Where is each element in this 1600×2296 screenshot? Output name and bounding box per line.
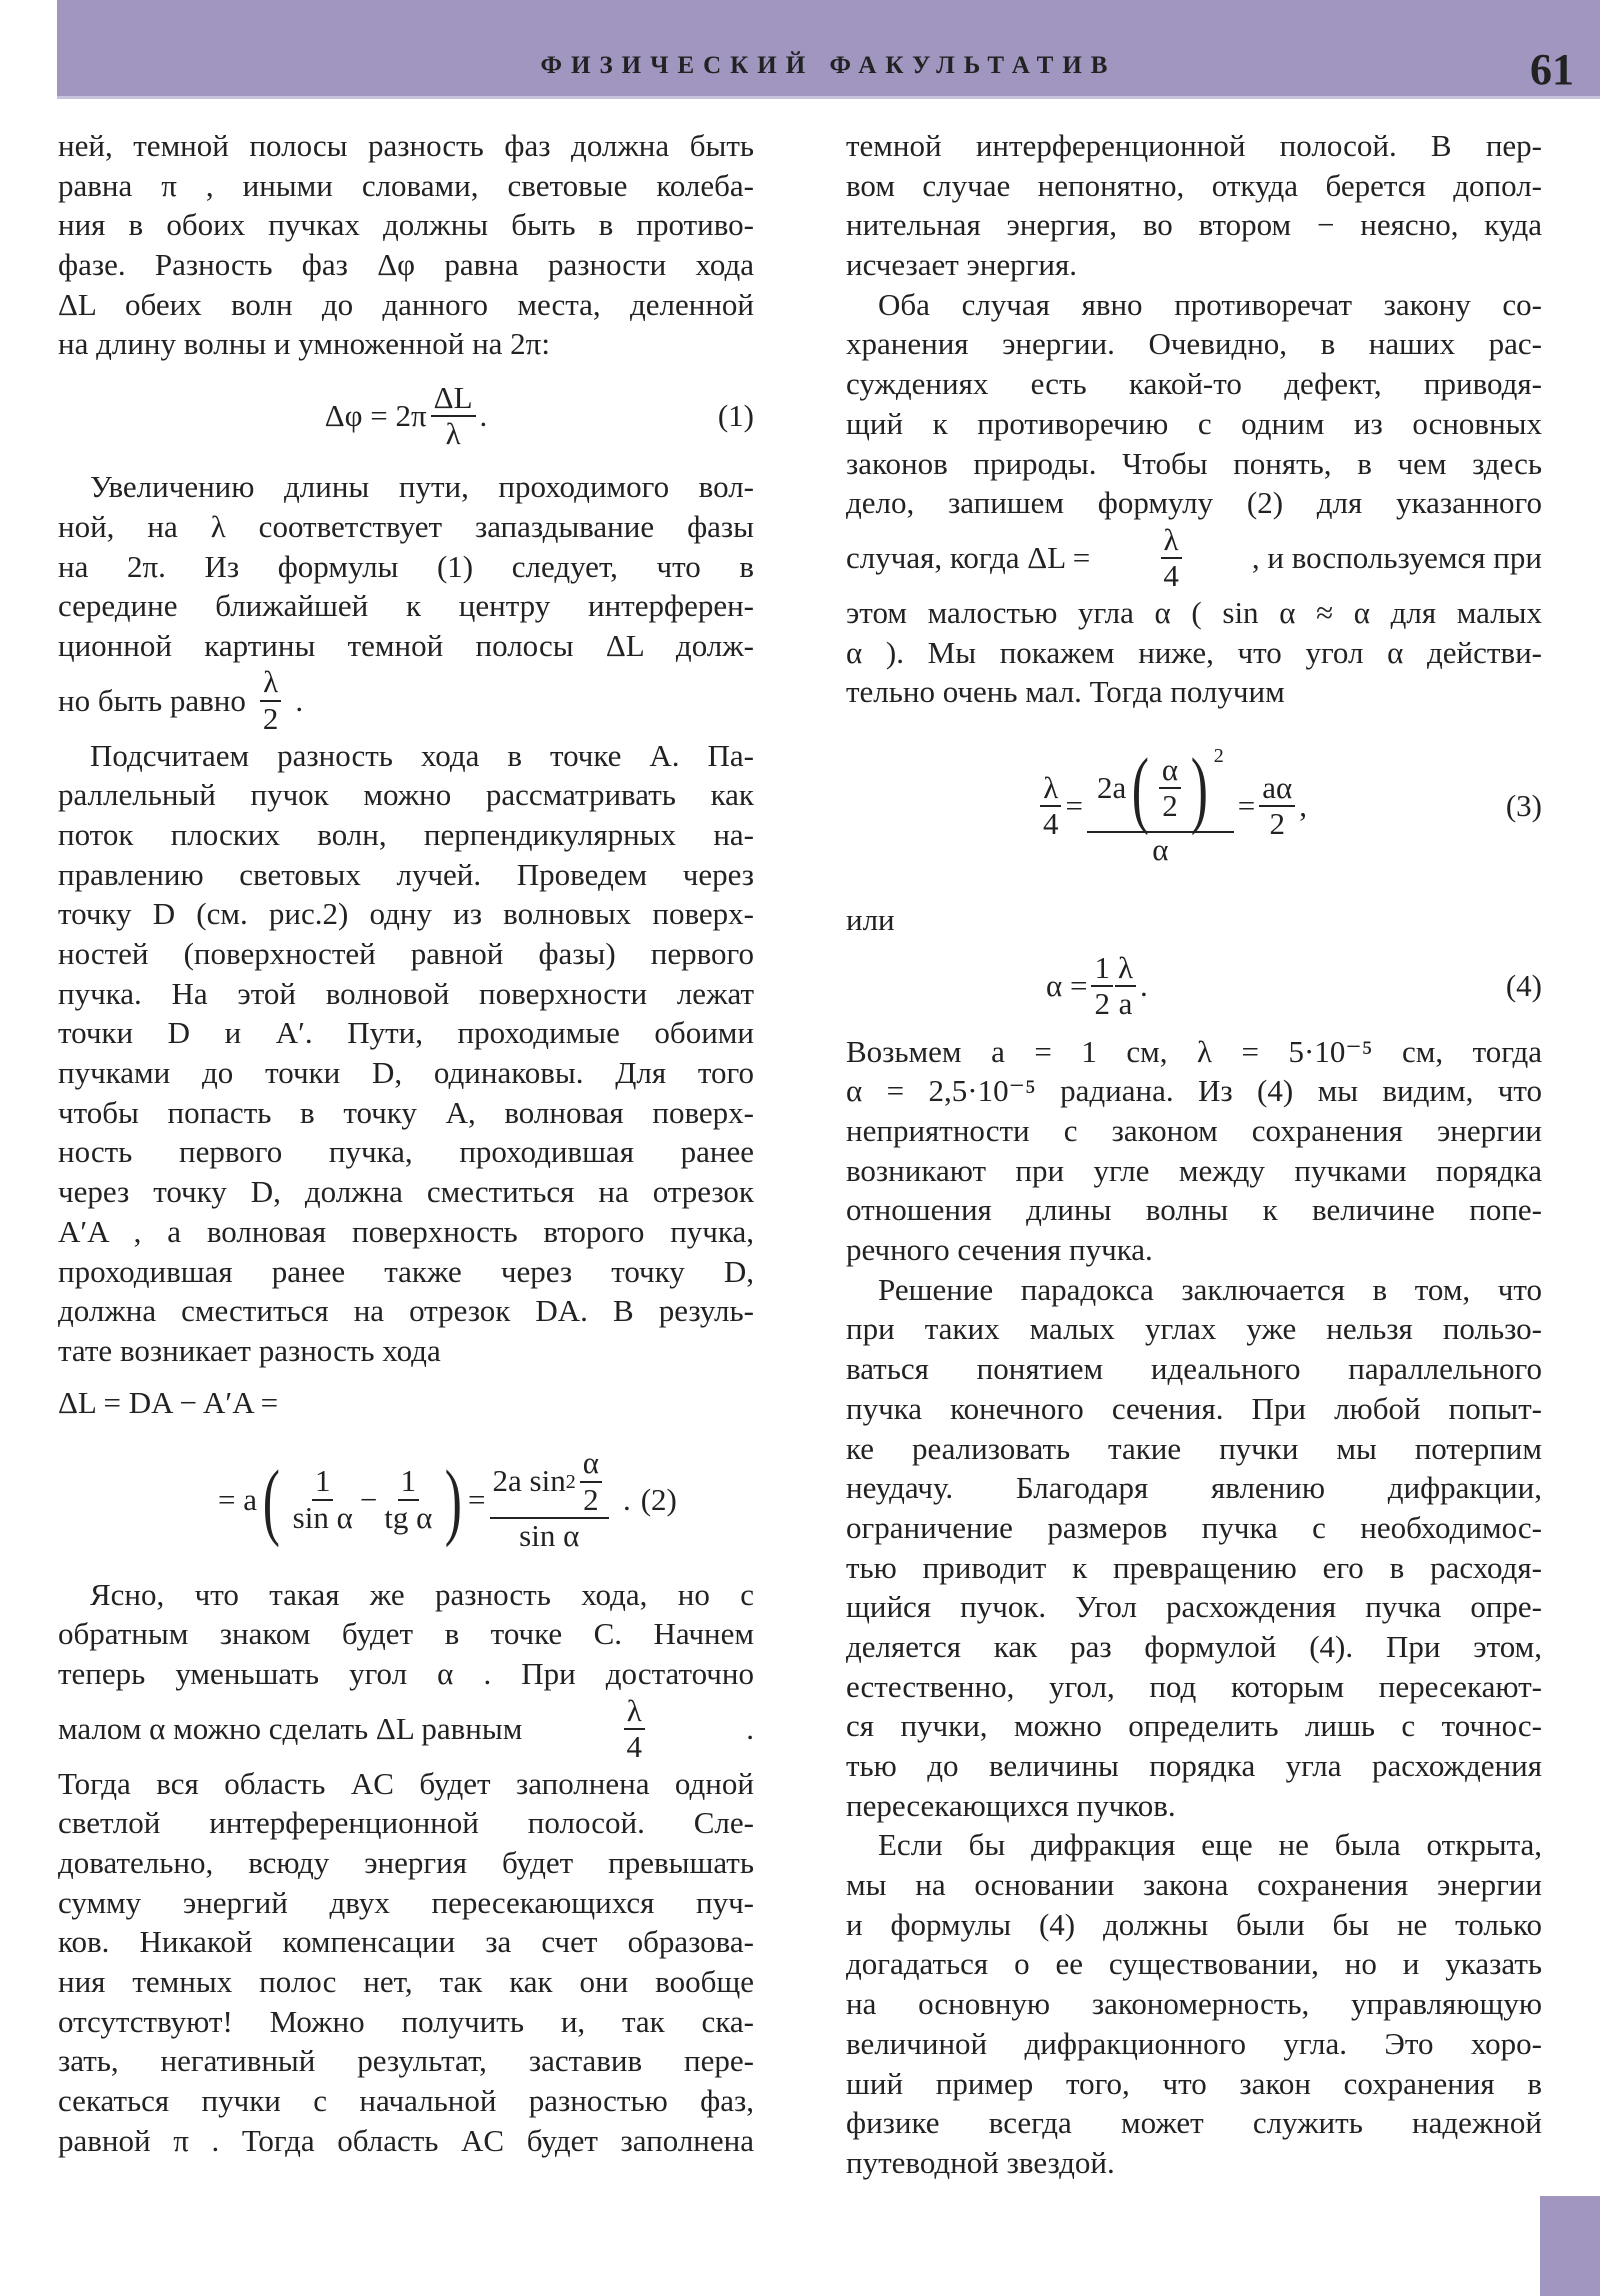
- line-text: поток плоских волн, перпендикулярных на-: [58, 816, 754, 852]
- line-text: нительная энергия, во втором − неясно, куда: [846, 207, 1542, 243]
- text-line: [58, 815, 754, 855]
- line-text: отсутствуют! Можно получить и, так ска-: [58, 2003, 754, 2039]
- line-text: ограничение размеров пучка с необходимос-: [846, 1509, 1542, 1545]
- numerator: λ: [1161, 523, 1182, 559]
- text: 2a: [1096, 769, 1127, 805]
- numerator: [490, 1446, 609, 1518]
- text-line: [846, 1190, 1542, 1230]
- line-text: Подсчитаем разность хода в точке A. Па-: [90, 737, 754, 773]
- text-line: [58, 1764, 754, 1804]
- corner-decoration: [1540, 2196, 1600, 2296]
- line-text: середине ближайшей к центру интерферен-: [58, 588, 754, 624]
- running-title: ФИЗИЧЕСКИЙ ФАКУЛЬТАТИВ: [540, 52, 1117, 79]
- line-text: пучками до точки D, одинаковы. Для того: [58, 1055, 754, 1091]
- fraction: [381, 1464, 435, 1534]
- text-line: [846, 2103, 1542, 2143]
- line-text: ностей (поверхностей равной фазы) первого: [58, 936, 754, 971]
- text-line: [846, 1746, 1542, 1786]
- text-line: [58, 1575, 754, 1615]
- fraction: [1087, 739, 1234, 867]
- fraction: [490, 1446, 609, 1552]
- text-line: [58, 245, 754, 285]
- text-line: [58, 1291, 754, 1331]
- text-line: [846, 1389, 1542, 1429]
- line-text: ков. Никакой компенсации за счет образова-: [58, 1924, 754, 1960]
- text-line: [846, 2024, 1542, 2064]
- text-line: [846, 633, 1542, 673]
- denominator: 2: [1269, 805, 1286, 841]
- running-header: [57, 0, 1600, 99]
- line-text: исчезает энергия.: [846, 247, 1077, 283]
- line-text: суждениях есть какой-то дефект, приводя-: [846, 366, 1542, 402]
- formula-3: [846, 712, 1542, 900]
- denominator: 4: [626, 1728, 643, 1764]
- formula-lhs: Δφ = 2π: [324, 397, 427, 433]
- line-text: ность первого пучка, проходившая ранее: [58, 1134, 754, 1170]
- line-text: или: [846, 901, 895, 937]
- fraction: [1160, 523, 1182, 593]
- exponent: 2: [1213, 744, 1224, 767]
- line-text: и формулы (4) должны были бы не только: [846, 1906, 1542, 1942]
- line-text: догадаться о ее существовании, но и указать: [846, 1946, 1542, 1982]
- text-line: [58, 126, 754, 166]
- line-text: щийся пучок. Угол расхождения пучка опре-: [846, 1589, 1542, 1625]
- text-line: [58, 1252, 754, 1292]
- line-text: ке реализовать такие пучки мы потерпим: [846, 1430, 1542, 1466]
- text-line: [846, 1230, 1542, 1270]
- line-text: проходившая ранее также через точку D,: [58, 1253, 754, 1289]
- line-text: ваться понятием идеального параллельного: [846, 1351, 1542, 1387]
- line-text: вом случае непонятно, откуда берется допол-: [846, 167, 1542, 203]
- line-text: хранения энергии. Очевидно, в наших рас-: [846, 326, 1542, 362]
- text-line: [846, 1587, 1542, 1627]
- text-line: [58, 467, 754, 507]
- fraction: [1159, 753, 1181, 823]
- fraction: [624, 1694, 646, 1764]
- text-line: [846, 900, 1542, 940]
- formula-lhs: α =: [1046, 967, 1088, 1003]
- text-line: [846, 2064, 1542, 2104]
- text-line: [58, 1212, 754, 1252]
- line-text: темной интерференционной полосой. В пер-: [846, 128, 1542, 163]
- text-line: [58, 1331, 754, 1371]
- text-line: [846, 523, 1542, 593]
- text-line: [846, 593, 1542, 633]
- text-line: [846, 126, 1542, 166]
- line-text: фазе. Разность фаз Δφ равна разности хода: [58, 247, 754, 283]
- minus: −: [359, 1481, 378, 1517]
- text-line: [58, 1053, 754, 1093]
- denominator: 4: [1163, 557, 1179, 593]
- line-text: равной π . Тогда область AC будет заполнена: [58, 2122, 754, 2158]
- line-text: α = 2,5·10⁻⁵ радиана. Из (4) мы видим, что: [846, 1073, 1542, 1109]
- line-text: тате возникает разность хода: [58, 1332, 441, 1368]
- equation-number: (2): [640, 1481, 677, 1517]
- line-text: возникают при угле между пучками порядка: [846, 1152, 1542, 1188]
- text-line: [58, 2121, 754, 2161]
- line-text: речного сечения пучка.: [846, 1232, 1153, 1268]
- text-line: [846, 1667, 1542, 1707]
- numerator: aα: [1259, 771, 1295, 807]
- line-text: Увеличению длины пути, проходимого вол-: [90, 469, 754, 505]
- text: 2a sin: [492, 1463, 566, 1499]
- text-line: [846, 444, 1542, 484]
- text-line: [58, 736, 754, 776]
- fraction: [1115, 951, 1136, 1021]
- text-line: [58, 1843, 754, 1883]
- text-line: [846, 1865, 1542, 1905]
- line-text: α ). Мы покажем ниже, что угол α действи-: [846, 634, 1542, 670]
- text-line: [58, 285, 754, 325]
- formula-text: = a: [218, 1481, 257, 1517]
- fraction: [1040, 771, 1062, 841]
- text-line: [846, 1032, 1542, 1072]
- punct: .: [622, 1481, 631, 1517]
- line-text: Если бы дифракция еще не была открыта,: [878, 1827, 1542, 1863]
- denominator: 2: [262, 700, 279, 736]
- numerator: [1087, 739, 1234, 836]
- text-line: [58, 894, 754, 934]
- line-text-after: .: [295, 682, 304, 718]
- line-text: A′A , а волновая поверхность второго пучка,: [58, 1213, 754, 1249]
- line-text: дело, запишем формулу (2) для указанного: [846, 485, 1542, 521]
- text-line: [58, 1614, 754, 1654]
- line-text: чтобы попасть в точку A, волновая поверх-: [58, 1094, 754, 1130]
- line-text: теперь уменьшать угол α . При достаточно: [58, 1655, 754, 1691]
- line-text: секаться пучки с начальной разностью фаз,: [58, 2083, 754, 2119]
- fraction: [290, 1464, 356, 1534]
- line-text: Возьмем a = 1 см, λ = 5·10⁻⁵ см, тогда: [846, 1033, 1542, 1069]
- line-text: этом малостью угла α ( sin α ≈ α для малых: [846, 594, 1542, 630]
- text-line: [846, 1429, 1542, 1469]
- line-text: при таких малых углах уже нельзя пользо-: [846, 1311, 1542, 1347]
- text-line: [58, 2041, 754, 2081]
- line-text: зать, негативный результат, заставив пере-: [58, 2043, 754, 2079]
- numerator: 1: [398, 1464, 420, 1500]
- line-text: сумму энергий двух пересекающихся пуч-: [58, 1884, 754, 1920]
- line-text: Оба случая явно противоречат закону со-: [878, 286, 1542, 322]
- line-text-after: , и воспользуемся при: [1251, 539, 1542, 575]
- equation-number: (3): [1505, 787, 1542, 823]
- line-text: Решение парадокса заключается в том, что: [878, 1271, 1542, 1307]
- numerator: α: [1159, 753, 1181, 789]
- fraction: [1091, 951, 1113, 1021]
- line-text: должна сместиться на отрезок DA. В резуль-: [58, 1293, 754, 1329]
- line-text: щий к противоречию с одним из основных: [846, 405, 1542, 441]
- text-line: [846, 205, 1542, 245]
- line-text: ший пример того, что закон сохранения в: [846, 2065, 1542, 2101]
- line-text: но быть равно: [58, 682, 246, 718]
- text-line: [58, 855, 754, 895]
- denominator: tg α: [384, 1499, 433, 1535]
- line-text: путеводной звездой.: [846, 2144, 1115, 2180]
- text-line: [58, 1962, 754, 2002]
- line-text: неприятности с законом сохранения энергии: [846, 1113, 1542, 1148]
- denominator: 2: [1094, 985, 1110, 1021]
- numerator: λ: [624, 1694, 645, 1730]
- fraction: [580, 1446, 602, 1516]
- line-text-after: .: [746, 1710, 754, 1746]
- text-line: [846, 1706, 1542, 1746]
- text-line: [58, 666, 754, 736]
- numerator: λ: [260, 665, 281, 701]
- line-text: через точку D, должна сместиться на отрезок: [58, 1174, 754, 1210]
- punct: .: [479, 397, 488, 433]
- text-line: [58, 1132, 754, 1172]
- line-text: Ясно, что такая же разность хода, но с: [90, 1576, 754, 1612]
- line-text: естественно, угол, под которым пересекают-: [846, 1668, 1542, 1704]
- denominator: α: [1152, 831, 1169, 867]
- text-line: [846, 166, 1542, 206]
- line-text: законов природы. Чтобы понять, в чем здесь: [846, 445, 1542, 481]
- line-text: на основную закономерность, управляющую: [846, 1986, 1542, 2022]
- text-line: [846, 1825, 1542, 1865]
- text-line: [846, 1071, 1542, 1111]
- text-line: [58, 626, 754, 666]
- text-line: [846, 672, 1542, 712]
- line-text: ния в обоих пучках должны быть в противо-: [58, 207, 754, 243]
- text-line: [58, 1694, 754, 1764]
- line-text: неудачу. Благодаря явлению дифракции,: [846, 1470, 1542, 1506]
- text-line: [58, 2002, 754, 2042]
- line-text: пересекающихся пучков.: [846, 1787, 1176, 1823]
- text-line: [58, 934, 754, 974]
- text-line: [58, 1803, 754, 1843]
- line-text: случая, когда ΔL =: [846, 539, 1091, 575]
- line-text: тельно очень мал. Тогда получим: [846, 674, 1285, 710]
- text-line: [58, 324, 754, 364]
- text-line: [58, 166, 754, 206]
- numerator: α: [580, 1446, 602, 1482]
- text-line: [846, 364, 1542, 404]
- text-line: [58, 1172, 754, 1212]
- text-line: [58, 1883, 754, 1923]
- text-line: [846, 483, 1542, 523]
- text-line: [846, 1349, 1542, 1389]
- text-line: [846, 1270, 1542, 1310]
- line-text: тью до величины порядка угла расхождения: [846, 1748, 1542, 1783]
- text-line: [846, 1111, 1542, 1151]
- line-text: ной, на λ соответствует запаздывание фазы: [58, 508, 754, 544]
- equals: =: [1237, 787, 1256, 823]
- text-line: [58, 1013, 754, 1053]
- right-paren: ): [445, 1451, 463, 1548]
- line-text: ния темных полос нет, так как они вообще: [58, 1964, 754, 2000]
- line-text: мы на основании закона сохранения энергии: [846, 1867, 1542, 1903]
- right-column: [846, 126, 1542, 2183]
- denominator: a: [1118, 985, 1133, 1021]
- line-text: пучка. На этой волновой поверхности лежат: [58, 975, 754, 1011]
- text-line: [58, 2081, 754, 2121]
- punct: .: [1140, 967, 1148, 1003]
- numerator: λ: [1040, 771, 1061, 807]
- denominator: sin α: [519, 1517, 580, 1553]
- equation-number: (1): [717, 397, 754, 433]
- numerator: λ: [1115, 951, 1136, 987]
- line-text: ся пучки, можно определить лишь с точнос-: [846, 1708, 1542, 1744]
- text-line: [846, 324, 1542, 364]
- line-text: обратным знаком будет в точке C. Начнем: [58, 1616, 754, 1652]
- line-text: ней, темной полосы разность фаз должна быть: [58, 128, 754, 163]
- text-line: [846, 1786, 1542, 1826]
- line-text: ционной картины темной полосы ΔL долж-: [58, 627, 754, 663]
- line-text: равна π , иными словами, световые колеба-: [58, 167, 754, 203]
- right-paren: ): [1190, 739, 1209, 836]
- denominator: sin α: [292, 1499, 353, 1535]
- text-line: [58, 205, 754, 245]
- text-line: [846, 1151, 1542, 1191]
- text-line: [58, 1922, 754, 1962]
- fraction: [260, 665, 282, 735]
- line-text: правлению световых лучей. Проведем через: [58, 856, 754, 892]
- text-line: [846, 1905, 1542, 1945]
- line-text: пучка конечного сечения. При любой попыт-: [846, 1390, 1542, 1426]
- text-line: [58, 547, 754, 587]
- fraction: [431, 381, 476, 451]
- line-text: ΔL обеих волн до данного места, деленной: [58, 286, 754, 322]
- text-line: [58, 1093, 754, 1133]
- denominator: 4: [1043, 805, 1059, 841]
- text-line: [846, 1944, 1542, 1984]
- exponent: 2: [565, 1470, 576, 1493]
- text-line: [58, 974, 754, 1014]
- numerator: ΔL: [431, 381, 476, 417]
- page-number: 61: [1530, 45, 1574, 94]
- text-line: [846, 1468, 1542, 1508]
- formula-2: [58, 1371, 754, 1575]
- line-text: на длину волны и умноженной на 2π:: [58, 326, 550, 362]
- line-text: светлой интерференционной полосой. Сле-: [58, 1805, 754, 1841]
- denominator: 2: [1162, 787, 1178, 823]
- denominator: 2: [583, 1481, 599, 1517]
- numerator: 1: [1091, 951, 1113, 987]
- text-line: [58, 586, 754, 626]
- text-line: [846, 1309, 1542, 1349]
- formula-4: [846, 940, 1542, 1032]
- line-text: деляется как раз формулой (4). При этом,: [846, 1628, 1542, 1664]
- equals: =: [1065, 787, 1083, 823]
- text-line: [846, 1508, 1542, 1548]
- formula-1: [58, 364, 754, 467]
- left-paren: (: [1131, 739, 1150, 836]
- numerator: 1: [312, 1464, 334, 1500]
- denominator: λ: [445, 415, 461, 451]
- line-text: точку D (см. рис.2) одну из волновых поверх-: [58, 896, 754, 932]
- text-line: [58, 507, 754, 547]
- line-text: на 2π. Из формулы (1) следует, что в: [58, 548, 754, 584]
- line-text: тью приводит к превращению его в расходя-: [846, 1549, 1542, 1585]
- line-text: малом α можно сделать ΔL равным: [58, 1710, 523, 1746]
- text-line: [846, 1548, 1542, 1588]
- left-column: [58, 126, 754, 2161]
- line-text: физике всегда может служить надежной: [846, 2105, 1542, 2141]
- fraction: [1259, 771, 1295, 841]
- text-line: [846, 404, 1542, 444]
- line-text: точки D и A′. Пути, проходимые обоими: [58, 1015, 754, 1051]
- equals: =: [468, 1481, 486, 1517]
- text-line: [846, 285, 1542, 325]
- punct: ,: [1299, 787, 1308, 823]
- formula-2-line-1: ΔL = DA − A′A =: [58, 1384, 279, 1420]
- line-text: Тогда вся область AC будет заполнена одной: [58, 1765, 754, 1801]
- text-line: [846, 1984, 1542, 2024]
- left-paren: (: [262, 1451, 280, 1548]
- text-line: [58, 775, 754, 815]
- text-line: [846, 2143, 1542, 2183]
- text-line: [58, 1654, 754, 1694]
- line-text: раллельный пучок можно рассматривать как: [58, 777, 754, 813]
- text-line: [846, 1627, 1542, 1667]
- equation-number: (4): [1505, 967, 1542, 1003]
- line-text: отношения длины волны к величине попе-: [846, 1192, 1542, 1228]
- line-text: довательно, всюду энергия будет превышать: [58, 1845, 754, 1880]
- text-line: [846, 245, 1542, 285]
- line-text: величиной дифракционного угла. Это хоро-: [846, 2025, 1542, 2061]
